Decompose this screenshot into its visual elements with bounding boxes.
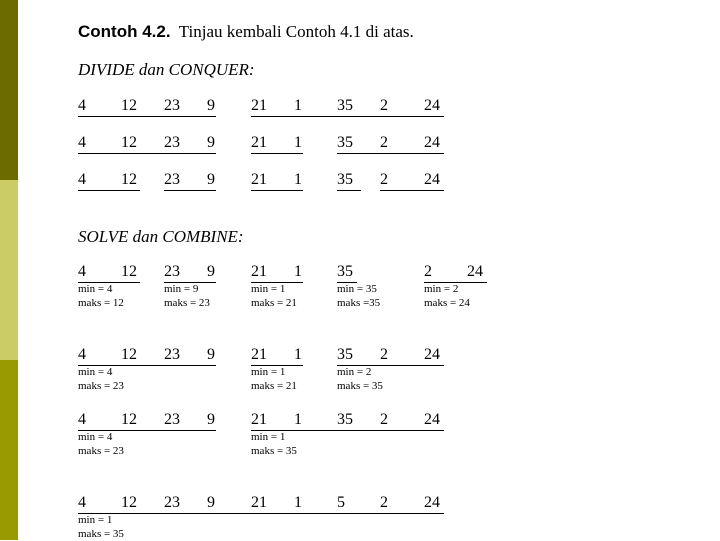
divide-number: 2 xyxy=(380,134,388,151)
maks-label: maks = 35 xyxy=(251,445,297,457)
divide-number: 4 xyxy=(78,97,86,114)
min-label: min = 2 xyxy=(337,366,372,378)
divide-number: 21 xyxy=(251,171,267,188)
solve-number: 35 xyxy=(337,346,353,363)
min-label: min = 9 xyxy=(164,283,199,295)
min-label: min = 4 xyxy=(78,366,113,378)
solve-number: 21 xyxy=(251,346,267,363)
underline xyxy=(164,190,216,191)
divide-number: 24 xyxy=(424,134,440,151)
solve-number: 1 xyxy=(294,494,302,511)
maks-label: maks = 23 xyxy=(78,380,124,392)
solve-number: 4 xyxy=(78,411,86,428)
solve-number: 12 xyxy=(121,494,137,511)
solve-number: 21 xyxy=(251,411,267,428)
solve-number: 21 xyxy=(251,263,267,280)
solve-number: 24 xyxy=(467,263,483,280)
divide-number: 1 xyxy=(294,171,302,188)
maks-label: maks = 23 xyxy=(78,445,124,457)
divide-number: 23 xyxy=(164,171,180,188)
divide-number: 9 xyxy=(207,97,215,114)
underline xyxy=(337,153,444,154)
divide-number: 1 xyxy=(294,134,302,151)
divide-number: 35 xyxy=(337,134,353,151)
solve-number: 35 xyxy=(337,411,353,428)
maks-label: maks = 12 xyxy=(78,297,124,309)
underline xyxy=(78,153,216,154)
solve-number: 12 xyxy=(121,263,137,280)
divide-number: 4 xyxy=(78,134,86,151)
divide-number: 2 xyxy=(380,171,388,188)
solve-number: 23 xyxy=(164,494,180,511)
min-label: min = 1 xyxy=(251,431,286,443)
underline xyxy=(78,116,216,117)
min-label: min = 35 xyxy=(337,283,377,295)
solve-number: 23 xyxy=(164,411,180,428)
solve-number: 23 xyxy=(164,263,180,280)
solve-number: 5 xyxy=(337,494,345,511)
divide-number: 12 xyxy=(121,171,137,188)
solve-number: 24 xyxy=(424,346,440,363)
divide-number: 21 xyxy=(251,134,267,151)
divide-number: 23 xyxy=(164,134,180,151)
divide-number: 4 xyxy=(78,171,86,188)
divide-number: 24 xyxy=(424,171,440,188)
solve-number: 12 xyxy=(121,411,137,428)
maks-label: maks = 24 xyxy=(424,297,470,309)
solve-number: 2 xyxy=(424,263,432,280)
underline xyxy=(251,116,444,117)
solve-number: 9 xyxy=(207,346,215,363)
maks-label: maks =35 xyxy=(337,297,381,309)
underline xyxy=(380,190,444,191)
divide-number: 1 xyxy=(294,97,302,114)
divide-number: 21 xyxy=(251,97,267,114)
min-label: min = 1 xyxy=(251,366,286,378)
solve-number: 4 xyxy=(78,346,86,363)
solve-number: 4 xyxy=(78,494,86,511)
solve-number: 35 xyxy=(337,263,353,280)
maks-label: maks = 35 xyxy=(78,528,124,540)
solve-number: 2 xyxy=(380,494,388,511)
divide-number: 23 xyxy=(164,97,180,114)
solve-number: 9 xyxy=(207,411,215,428)
min-label: min = 4 xyxy=(78,431,113,443)
maks-label: maks = 23 xyxy=(164,297,210,309)
divide-number: 35 xyxy=(337,171,353,188)
underline xyxy=(78,190,140,191)
solve-number: 2 xyxy=(380,411,388,428)
divide-number: 2 xyxy=(380,97,388,114)
solve-number: 23 xyxy=(164,346,180,363)
maks-label: maks = 35 xyxy=(337,380,383,392)
min-label: min = 1 xyxy=(251,283,286,295)
divide-number: 9 xyxy=(207,171,215,188)
solve-number: 2 xyxy=(380,346,388,363)
divide-number: 9 xyxy=(207,134,215,151)
min-label: min = 1 xyxy=(78,514,113,526)
solve-number: 4 xyxy=(78,263,86,280)
solve-number: 21 xyxy=(251,494,267,511)
min-label: min = 2 xyxy=(424,283,459,295)
solve-number: 1 xyxy=(294,263,302,280)
underline xyxy=(251,153,303,154)
solve-number: 9 xyxy=(207,494,215,511)
solve-number: 24 xyxy=(424,411,440,428)
solve-number: 12 xyxy=(121,346,137,363)
example-text: Tinjau kembali Contoh 4.1 di atas. xyxy=(178,22,414,41)
divide-number: 12 xyxy=(121,97,137,114)
divide-title: DIVIDE dan CONQUER: xyxy=(78,60,255,79)
maks-label: maks = 21 xyxy=(251,380,297,392)
divide-number: 24 xyxy=(424,97,440,114)
divide-number: 12 xyxy=(121,134,137,151)
example-label: Contoh 4.2. xyxy=(78,22,171,41)
solve-number: 9 xyxy=(207,263,215,280)
solve-number: 1 xyxy=(294,346,302,363)
solve-number: 1 xyxy=(294,411,302,428)
underline xyxy=(337,190,361,191)
solve-number: 24 xyxy=(424,494,440,511)
min-label: min = 4 xyxy=(78,283,113,295)
maks-label: maks = 21 xyxy=(251,297,297,309)
solve-title: SOLVE dan COMBINE: xyxy=(78,227,244,246)
underline xyxy=(78,513,444,514)
divide-number: 35 xyxy=(337,97,353,114)
underline xyxy=(251,190,303,191)
example-heading xyxy=(78,22,414,42)
